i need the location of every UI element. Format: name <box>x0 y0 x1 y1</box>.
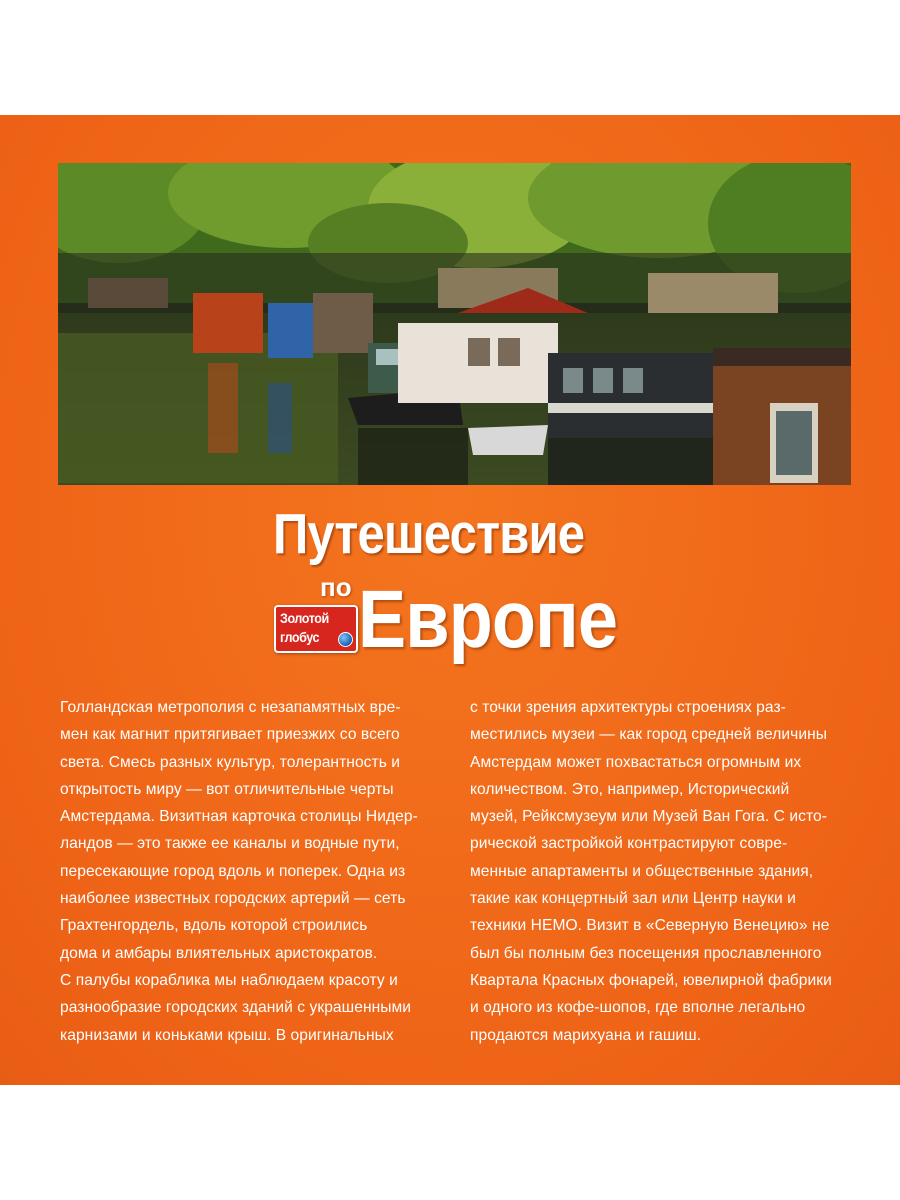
text-line: был бы полным без посещения прославленного <box>470 944 822 962</box>
text-line: наиболее известных городских артерий — сеть <box>60 890 406 908</box>
text-line: с точки зрения архитектуры строениях раз- <box>470 699 786 716</box>
badge-line-1: Золотой <box>280 610 329 626</box>
text-line: такие как концертный зал или Центр науки и <box>470 890 796 908</box>
text-line: открытость миру — вот отличительные черты <box>60 780 394 798</box>
globe-icon <box>338 632 353 647</box>
text-line: техники НЕМО. Визит в «Северную Венецию» не <box>470 917 830 935</box>
body-text-left-column <box>60 694 420 1049</box>
text-line: рической застройкой контрастируют совре- <box>470 835 788 853</box>
title-line-1: Путешествие <box>273 502 585 566</box>
text-line: Квартала Красных фонарей, ювелирной фабрики <box>470 971 832 989</box>
text-line: музей, Рейксмузеум или Музей Ван Гога. С исто- <box>470 808 827 826</box>
title-line-2: Европе <box>358 574 618 665</box>
text-line: Амстердам может похвастаться огромным их <box>470 753 802 771</box>
text-line: Грахтенгордель, вдоль которой строились <box>60 917 368 935</box>
text-line: количеством. Это, например, Исторический <box>470 780 790 798</box>
text-line: менные апартаменты и общественные здания, <box>470 862 814 880</box>
text-line: пересекающие город вдоль и поперек. Одна из <box>60 862 406 880</box>
canal-houseboats-photo <box>58 163 851 485</box>
text-line: разнообразие городских зданий с украшенными <box>60 999 412 1017</box>
cover-title <box>0 500 900 680</box>
text-line: мен как магнит притягивает приезжих со всего <box>60 726 400 744</box>
text-line: карнизами и коньками крыш. В оригинальных <box>60 1026 394 1044</box>
publisher-badge <box>274 605 358 653</box>
text-line: дома и амбары влиятельных аристократов. <box>60 944 378 962</box>
title-preposition: по <box>320 572 352 602</box>
text-line: Голландская метрополия с незапамятных вре- <box>60 699 401 716</box>
text-line: и одного из кофе-шопов, где вполне легально <box>470 999 806 1017</box>
text-line: ландов — это также ее каналы и водные пути, <box>60 835 400 853</box>
text-line: С палубы кораблика мы наблюдаем красоту и <box>60 971 398 989</box>
text-line: света. Смесь разных культур, толерантность и <box>60 753 401 771</box>
body-text-right-column <box>470 694 830 1049</box>
text-line: продаются марихуана и гашиш. <box>470 1026 702 1044</box>
text-line: Амстердама. Визитная карточка столицы Нидер- <box>60 808 418 826</box>
badge-line-2: глобус <box>280 629 320 645</box>
text-line: местились музеи — как город средней величины <box>470 726 828 744</box>
